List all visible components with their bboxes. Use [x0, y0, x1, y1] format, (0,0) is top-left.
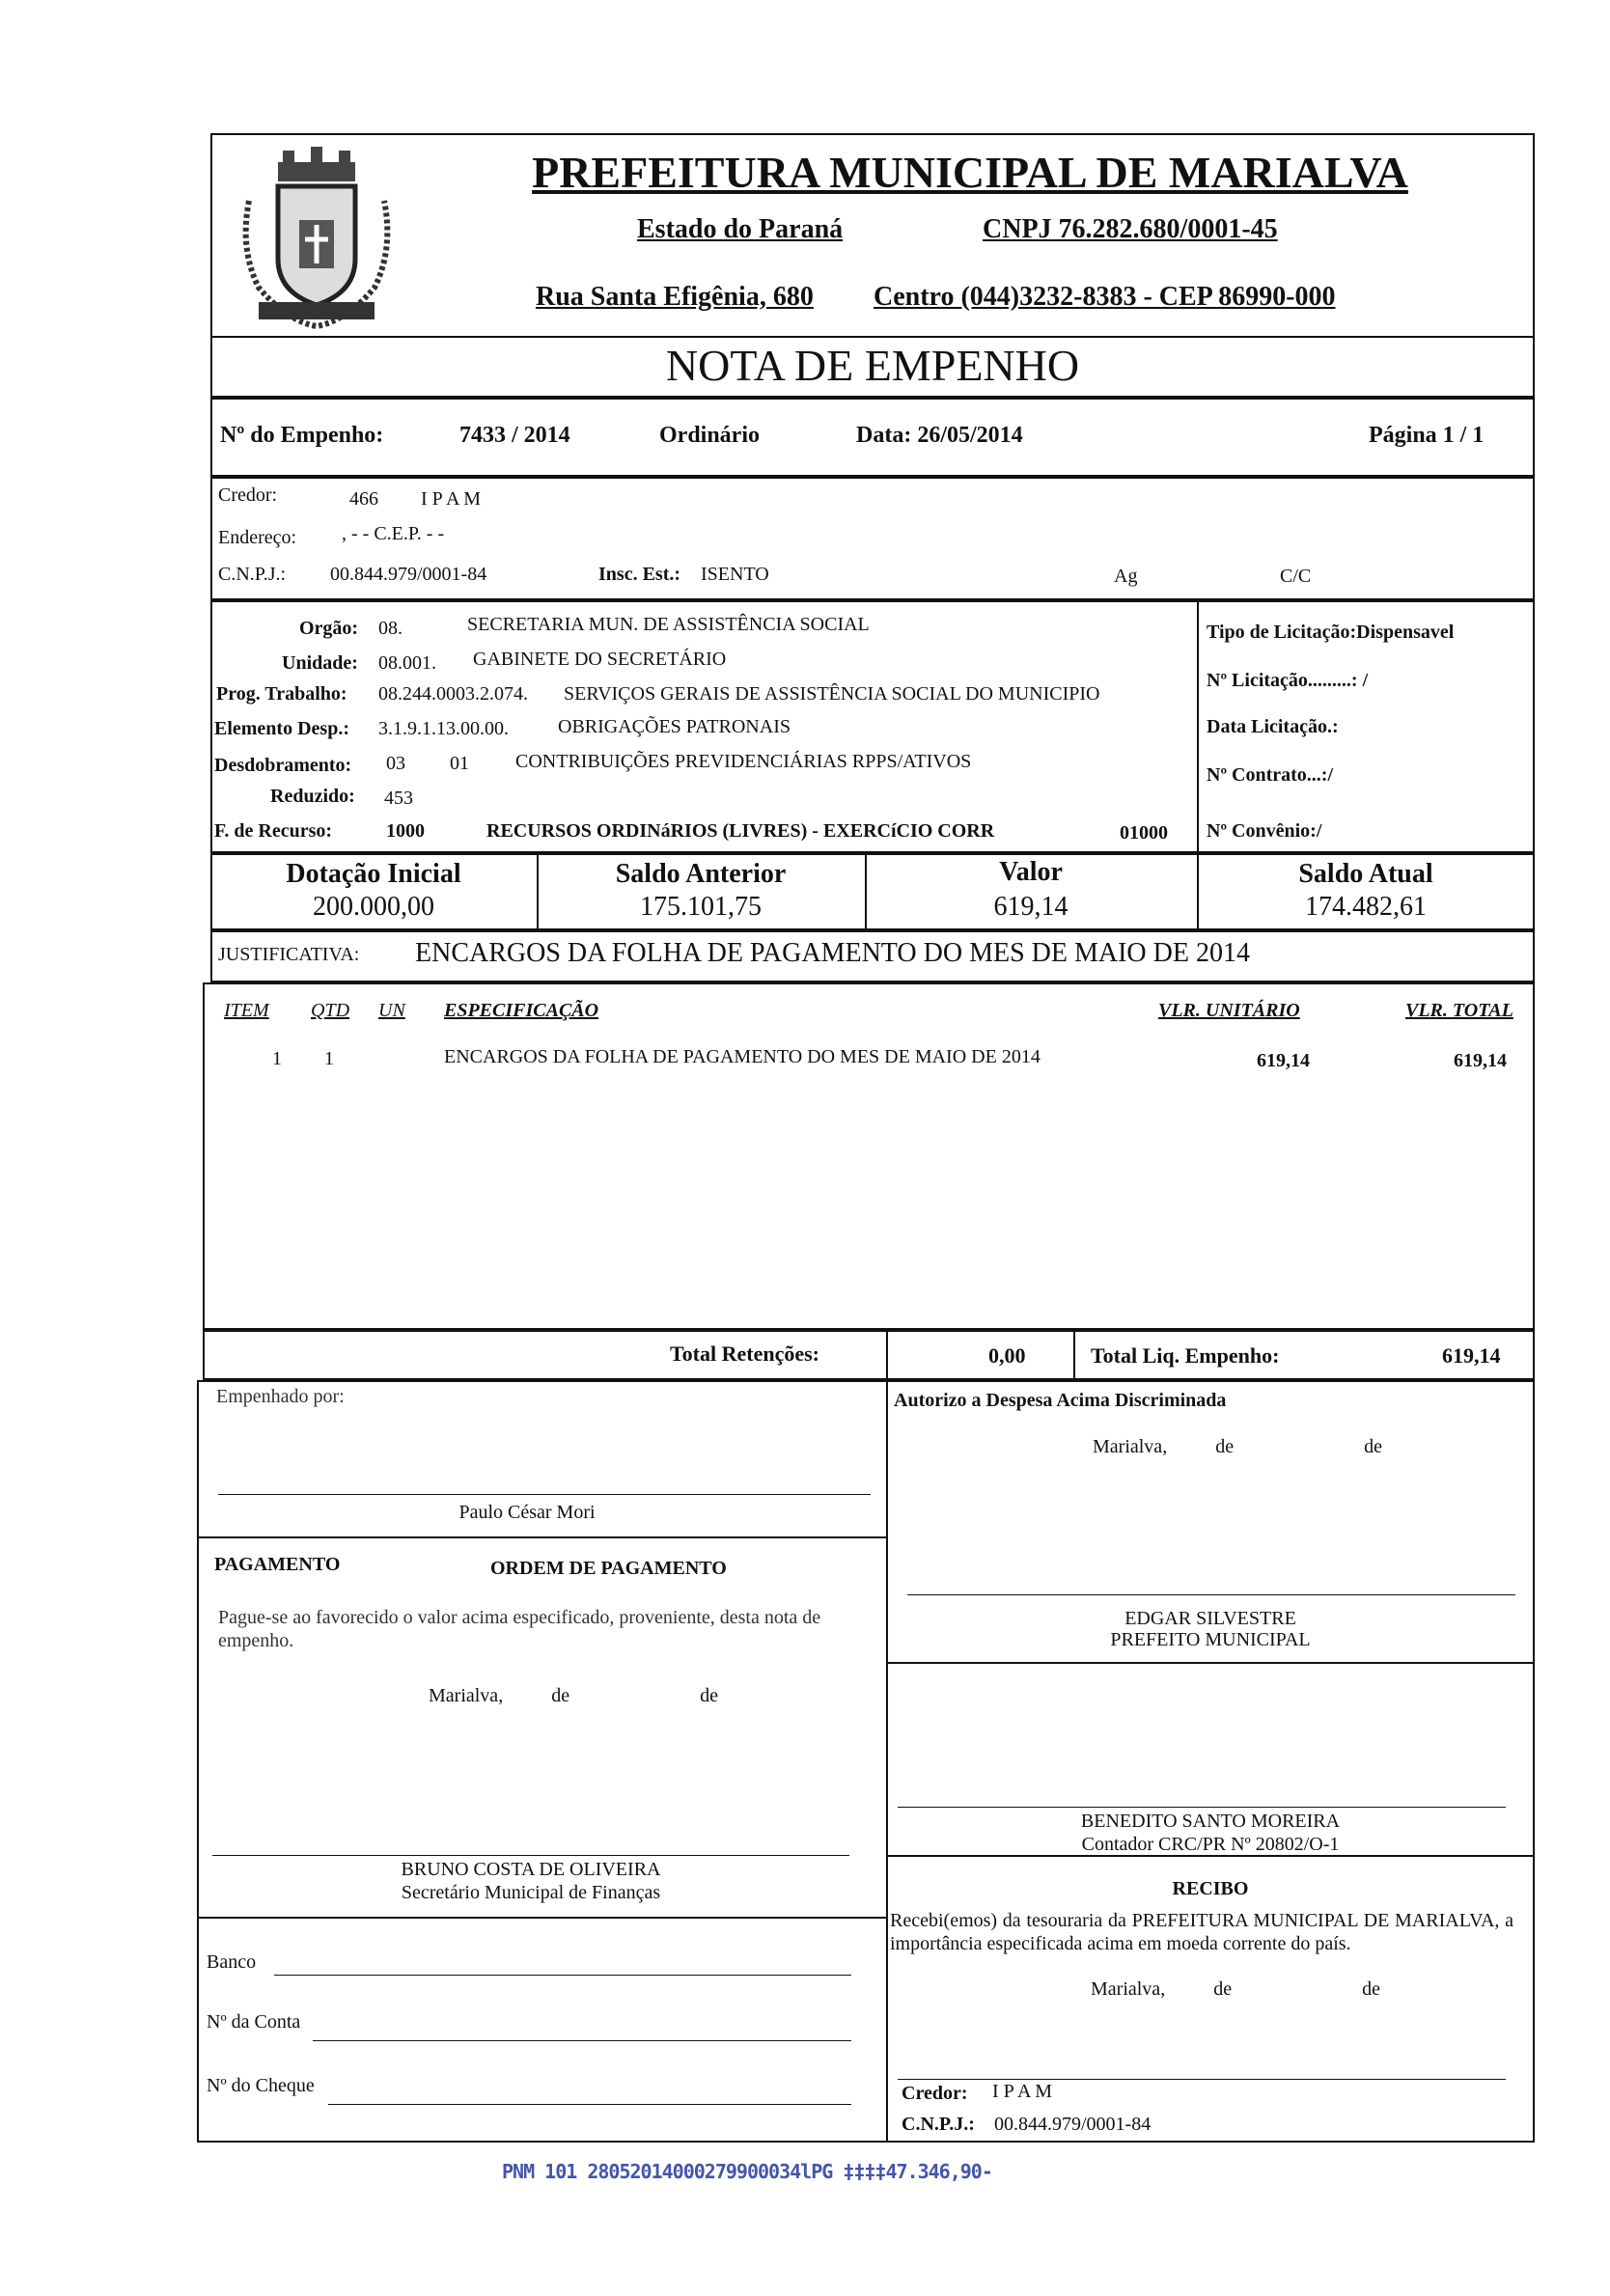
dotacao-inicial-label: Dotação Inicial [286, 859, 461, 889]
unidade-label: Unidade: [282, 652, 358, 674]
autorizo-text: Autorizo a Despesa Acima Discriminada [894, 1390, 1227, 1411]
prefeito-name: EDGAR SILVESTRE [1124, 1608, 1296, 1629]
empenho-number: 7433 / 2014 [459, 423, 570, 448]
contador-title: Contador CRC/PR Nº 20802/O-1 [1081, 1834, 1340, 1855]
state-name: Estado do Paraná [637, 214, 844, 244]
prog-label: Prog. Trabalho: [216, 683, 347, 705]
elemento-code: 3.1.9.1.13.00.00. [378, 718, 509, 739]
orgao-code: 08. [378, 618, 402, 639]
recibo-credor-value: I P A M [992, 2081, 1053, 2102]
recibo-cnpj-label: C.N.P.J.: [902, 2114, 975, 2135]
banco-label: Banco [207, 1951, 257, 1973]
city-date-1: Marialva, de de [1093, 1436, 1382, 1457]
pague-text: Pague-se ao favorecido o valor acima especificado, proveniente, desta nota de empenho. [218, 1607, 821, 1651]
cnpj-value: 00.844.979/0001-84 [330, 564, 487, 585]
retencoes-value: 0,00 [988, 1343, 1026, 1368]
reduzido-label: Reduzido: [270, 786, 355, 807]
empenho-date: Data: 26/05/2014 [856, 423, 1023, 448]
prog-code: 08.244.0003.2.074. [378, 683, 528, 705]
org-address: Rua Santa Efigênia, 680 [536, 282, 814, 312]
elemento-desc: OBRIGAÇÕES PATRONAIS [558, 716, 791, 737]
recurso-label: F. de Recurso: [214, 820, 333, 842]
cnpj-label: C.N.P.J.: [218, 564, 287, 585]
col-especificacao: ESPECIFICAÇÃO [444, 1000, 599, 1021]
recibo-text: Recebi(emos) da tesouraria da PREFEITURA MUNICIPAL DE MARIALVA, a importância especificada acima em moeda corrente do país. [890, 1910, 1513, 1954]
secretario-name: BRUNO COSTA DE OLIVEIRA [401, 1859, 661, 1880]
recurso-code: 1000 [386, 820, 425, 842]
cheque-label: Nº do Cheque [207, 2075, 315, 2096]
dotacao-inicial-value: 200.000,00 [313, 892, 434, 922]
credor-name: I P A M [421, 488, 482, 510]
desdobramento-b: 01 [450, 753, 469, 774]
empenho-type: Ordinário [659, 423, 761, 448]
unidade-code: 08.001. [378, 652, 436, 674]
valor-label: Valor [999, 857, 1063, 887]
prefeito-title: PREFEITO MUNICIPAL [1110, 1629, 1311, 1650]
col-vlr-total: VLR. TOTAL [1405, 1000, 1513, 1021]
reduzido-value: 453 [384, 788, 413, 809]
licitacao-data: Data Licitação.: [1207, 716, 1339, 737]
page-number: Página 1 / 1 [1369, 423, 1485, 448]
elemento-label: Elemento Desp.: [214, 718, 349, 739]
saldo-anterior-label: Saldo Anterior [615, 859, 787, 889]
cc-label: C/C [1280, 566, 1312, 587]
liquido-value: 619,14 [1442, 1343, 1501, 1368]
org-cnpj: CNPJ 76.282.680/0001-45 [983, 214, 1278, 244]
ag-label: Ag [1114, 566, 1138, 587]
valor-value: 619,14 [993, 892, 1069, 922]
credor-code: 466 [349, 488, 378, 510]
pagamento-title: PAGAMENTO [214, 1554, 341, 1575]
org-name: PREFEITURA MUNICIPAL DE MARIALVA [532, 148, 1408, 197]
endereco-value: , - - C.E.P. - - [342, 523, 445, 544]
saldo-atual-value: 174.482,61 [1305, 892, 1427, 922]
item-row-unit: 619,14 [1257, 1050, 1310, 1071]
city-date-3: Marialva, de de [1091, 1978, 1380, 2000]
licitacao-numero: Nº Licitação.........: / [1207, 670, 1369, 691]
recurso-num: 01000 [1120, 822, 1168, 844]
item-row-qtd: 1 [324, 1048, 334, 1069]
justificativa-text: ENCARGOS DA FOLHA DE PAGAMENTO DO MES DE MAIO DE 2014 [415, 938, 1250, 968]
empenhado-por-label: Empenhado por: [216, 1386, 345, 1407]
desdobramento-a: 03 [386, 753, 405, 774]
col-un: UN [378, 1000, 405, 1021]
convenio-numero: Nº Convênio:/ [1207, 820, 1322, 842]
credor-label: Credor: [218, 484, 278, 506]
recibo-credor-label: Credor: [902, 2083, 968, 2104]
prog-desc: SERVIÇOS GERAIS DE ASSISTÊNCIA SOCIAL DO MUNICIPIO [564, 683, 1100, 705]
recibo-title: RECIBO [1172, 1878, 1249, 1899]
recurso-desc: RECURSOS ORDINáRIOS (LIVRES) - EXERCíCIO CORR [486, 820, 995, 842]
recibo-cnpj-value: 00.844.979/0001-84 [994, 2114, 1152, 2135]
col-qtd: QTD [311, 1000, 350, 1021]
ordem-pagamento-title: ORDEM DE PAGAMENTO [490, 1558, 727, 1579]
retencoes-label: Total Retenções: [670, 1342, 819, 1366]
org-contact: Centro (044)3232-8383 - CEP 86990-000 [874, 282, 1336, 312]
orgao-label: Orgão: [299, 618, 359, 639]
coat-of-arms-icon [230, 143, 403, 336]
insc-label: Insc. Est.: [598, 564, 681, 585]
city-date-2: Marialva, de de [429, 1685, 718, 1706]
col-vlr-unitario: VLR. UNITÁRIO [1158, 1000, 1300, 1021]
item-row-total: 619,14 [1454, 1050, 1507, 1071]
item-row-item: 1 [272, 1048, 282, 1069]
desdobramento-desc: CONTRIBUIÇÕES PREVIDENCIÁRIAS RPPS/ATIVOS [515, 751, 972, 772]
endereco-label: Endereço: [218, 527, 297, 548]
item-row-spec: ENCARGOS DA FOLHA DE PAGAMENTO DO MES DE MAIO DE 2014 [444, 1046, 1041, 1067]
items-box [203, 982, 1535, 1330]
totals-box [203, 1330, 1535, 1380]
conta-label: Nº da Conta [207, 2011, 301, 2033]
liquido-label: Total Liq. Empenho: [1091, 1343, 1280, 1368]
saldo-anterior-value: 175.101,75 [640, 892, 762, 922]
orgao-desc: SECRETARIA MUN. DE ASSISTÊNCIA SOCIAL [467, 614, 870, 635]
saldo-atual-label: Saldo Atual [1298, 859, 1433, 889]
licitacao-tipo: Tipo de Licitação:Dispensavel [1207, 622, 1455, 643]
empenhado-por-name: Paulo César Mori [458, 1502, 596, 1523]
contador-name: BENEDITO SANTO MOREIRA [1080, 1811, 1341, 1832]
payment-stamp: PNM 101 28052014000279900034lPG ‡‡‡‡47.346,90- [502, 2160, 992, 2183]
secretario-title: Secretário Municipal de Finanças [401, 1882, 661, 1903]
document-title: NOTA DE EMPENHO [665, 341, 1080, 390]
unidade-desc: GABINETE DO SECRETÁRIO [473, 649, 727, 670]
col-item: ITEM [224, 1000, 269, 1021]
contrato-numero: Nº Contrato...:/ [1207, 764, 1334, 786]
insc-value: ISENTO [701, 564, 769, 585]
empenho-number-label: Nº do Empenho: [220, 423, 384, 448]
desdobramento-label: Desdobramento: [214, 755, 352, 776]
justificativa-label: JUSTIFICATIVA: [218, 944, 360, 965]
